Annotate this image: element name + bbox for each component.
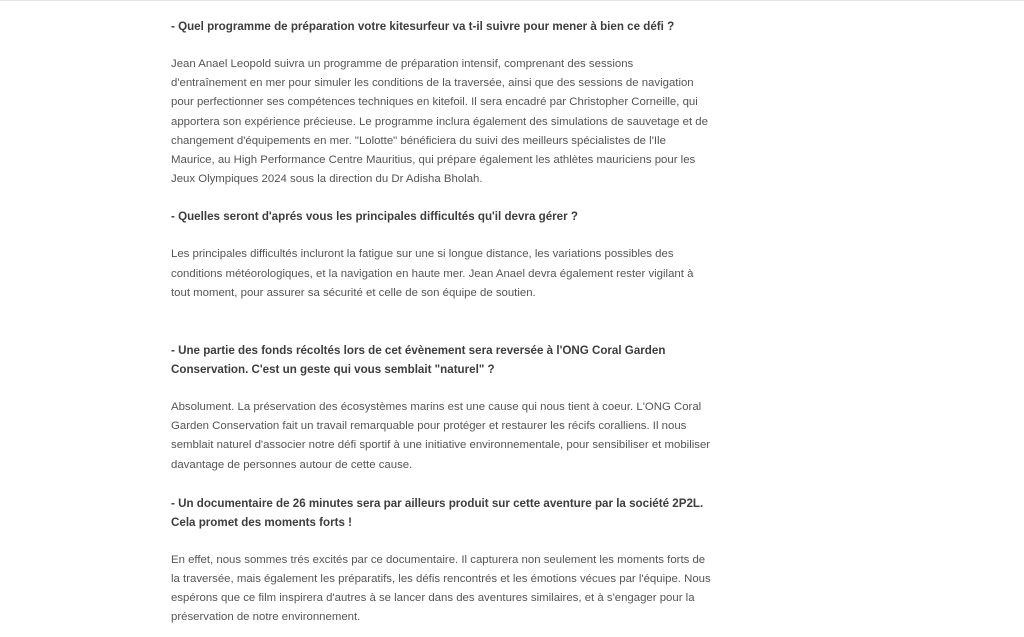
answer-4: En effet, nous sommes trés excités par ce documentaire. Il capturera non seulement les moments forts de la traversée, mais également les préparatifs, les défis rencontrés et les émotions vécues par l'équipe. Nous espérons que ce film inspirera d'autres à se lancer dans des aventures similaires, et à s'engager pour la préservation de notre environnement. bbox=[171, 553, 711, 624]
answer-1: Jean Anael Leopold suivra un programme de préparation intensif, comprenant des sessions d'entraînement en mer pour simuler les conditions de la traversée, ainsi que des sessions de navigation pour perfectionner ses compétences techniques en kitefoil. Il sera encadré par Christopher Corneille, qui apportera son expérience précieuse. Le programme inclura également des simulations de sauvetage et de changement d'équipements en mer. "Lolotte" bénéficiera du suivi des meilleurs spécialistes de l'Ile Maurice, au High Performance Centre Mauritius, qui prépare également les athlètes mauriciens pour les Jeux Olympiques 2024 sous la direction du Dr Adisha Bholah. bbox=[171, 58, 708, 186]
interview-article bbox=[171, 17, 711, 628]
answer-3: Absolument. La préservation des écosystèmes marins est une cause qui nous tient à coeur. L'ONG Coral Garden Conservation fait un travail remarquable pour protéger et restaurer les récifs coralliens. Il nous semblait naturel d'associer notre défi sportif à une initiative environnementale, pour sensibiliser et mobiliser davantage de personnes autour de cette cause. bbox=[171, 401, 711, 471]
answer-2: Les principales difficultés incluront la fatigue sur une si longue distance, les variations possibles des conditions météorologiques, et la navigation en haute mer. Jean Anael devra également rester vigilant à tout moment, pour assurer sa sécurité et celle de son équipe de soutien. bbox=[171, 248, 694, 299]
question-3: - Une partie des fonds récoltés lors de cet évènement sera reversée à l'ONG Coral Garden Conservation. C'est un geste qui vous semblait "naturel" ? bbox=[171, 344, 666, 377]
question-2: - Quelles seront d'aprés vous les principales difficultés qu'il devra gérer ? bbox=[171, 210, 578, 224]
question-4: - Un documentaire de 26 minutes sera par ailleurs produit sur cette aventure par la société 2P2L. Cela promet des moments forts ! bbox=[171, 496, 704, 529]
question-1: - Quel programme de préparation votre kitesurfeur va t-il suivre pour mener à bien ce défi ? bbox=[171, 20, 675, 33]
top-divider bbox=[0, 0, 1024, 1]
